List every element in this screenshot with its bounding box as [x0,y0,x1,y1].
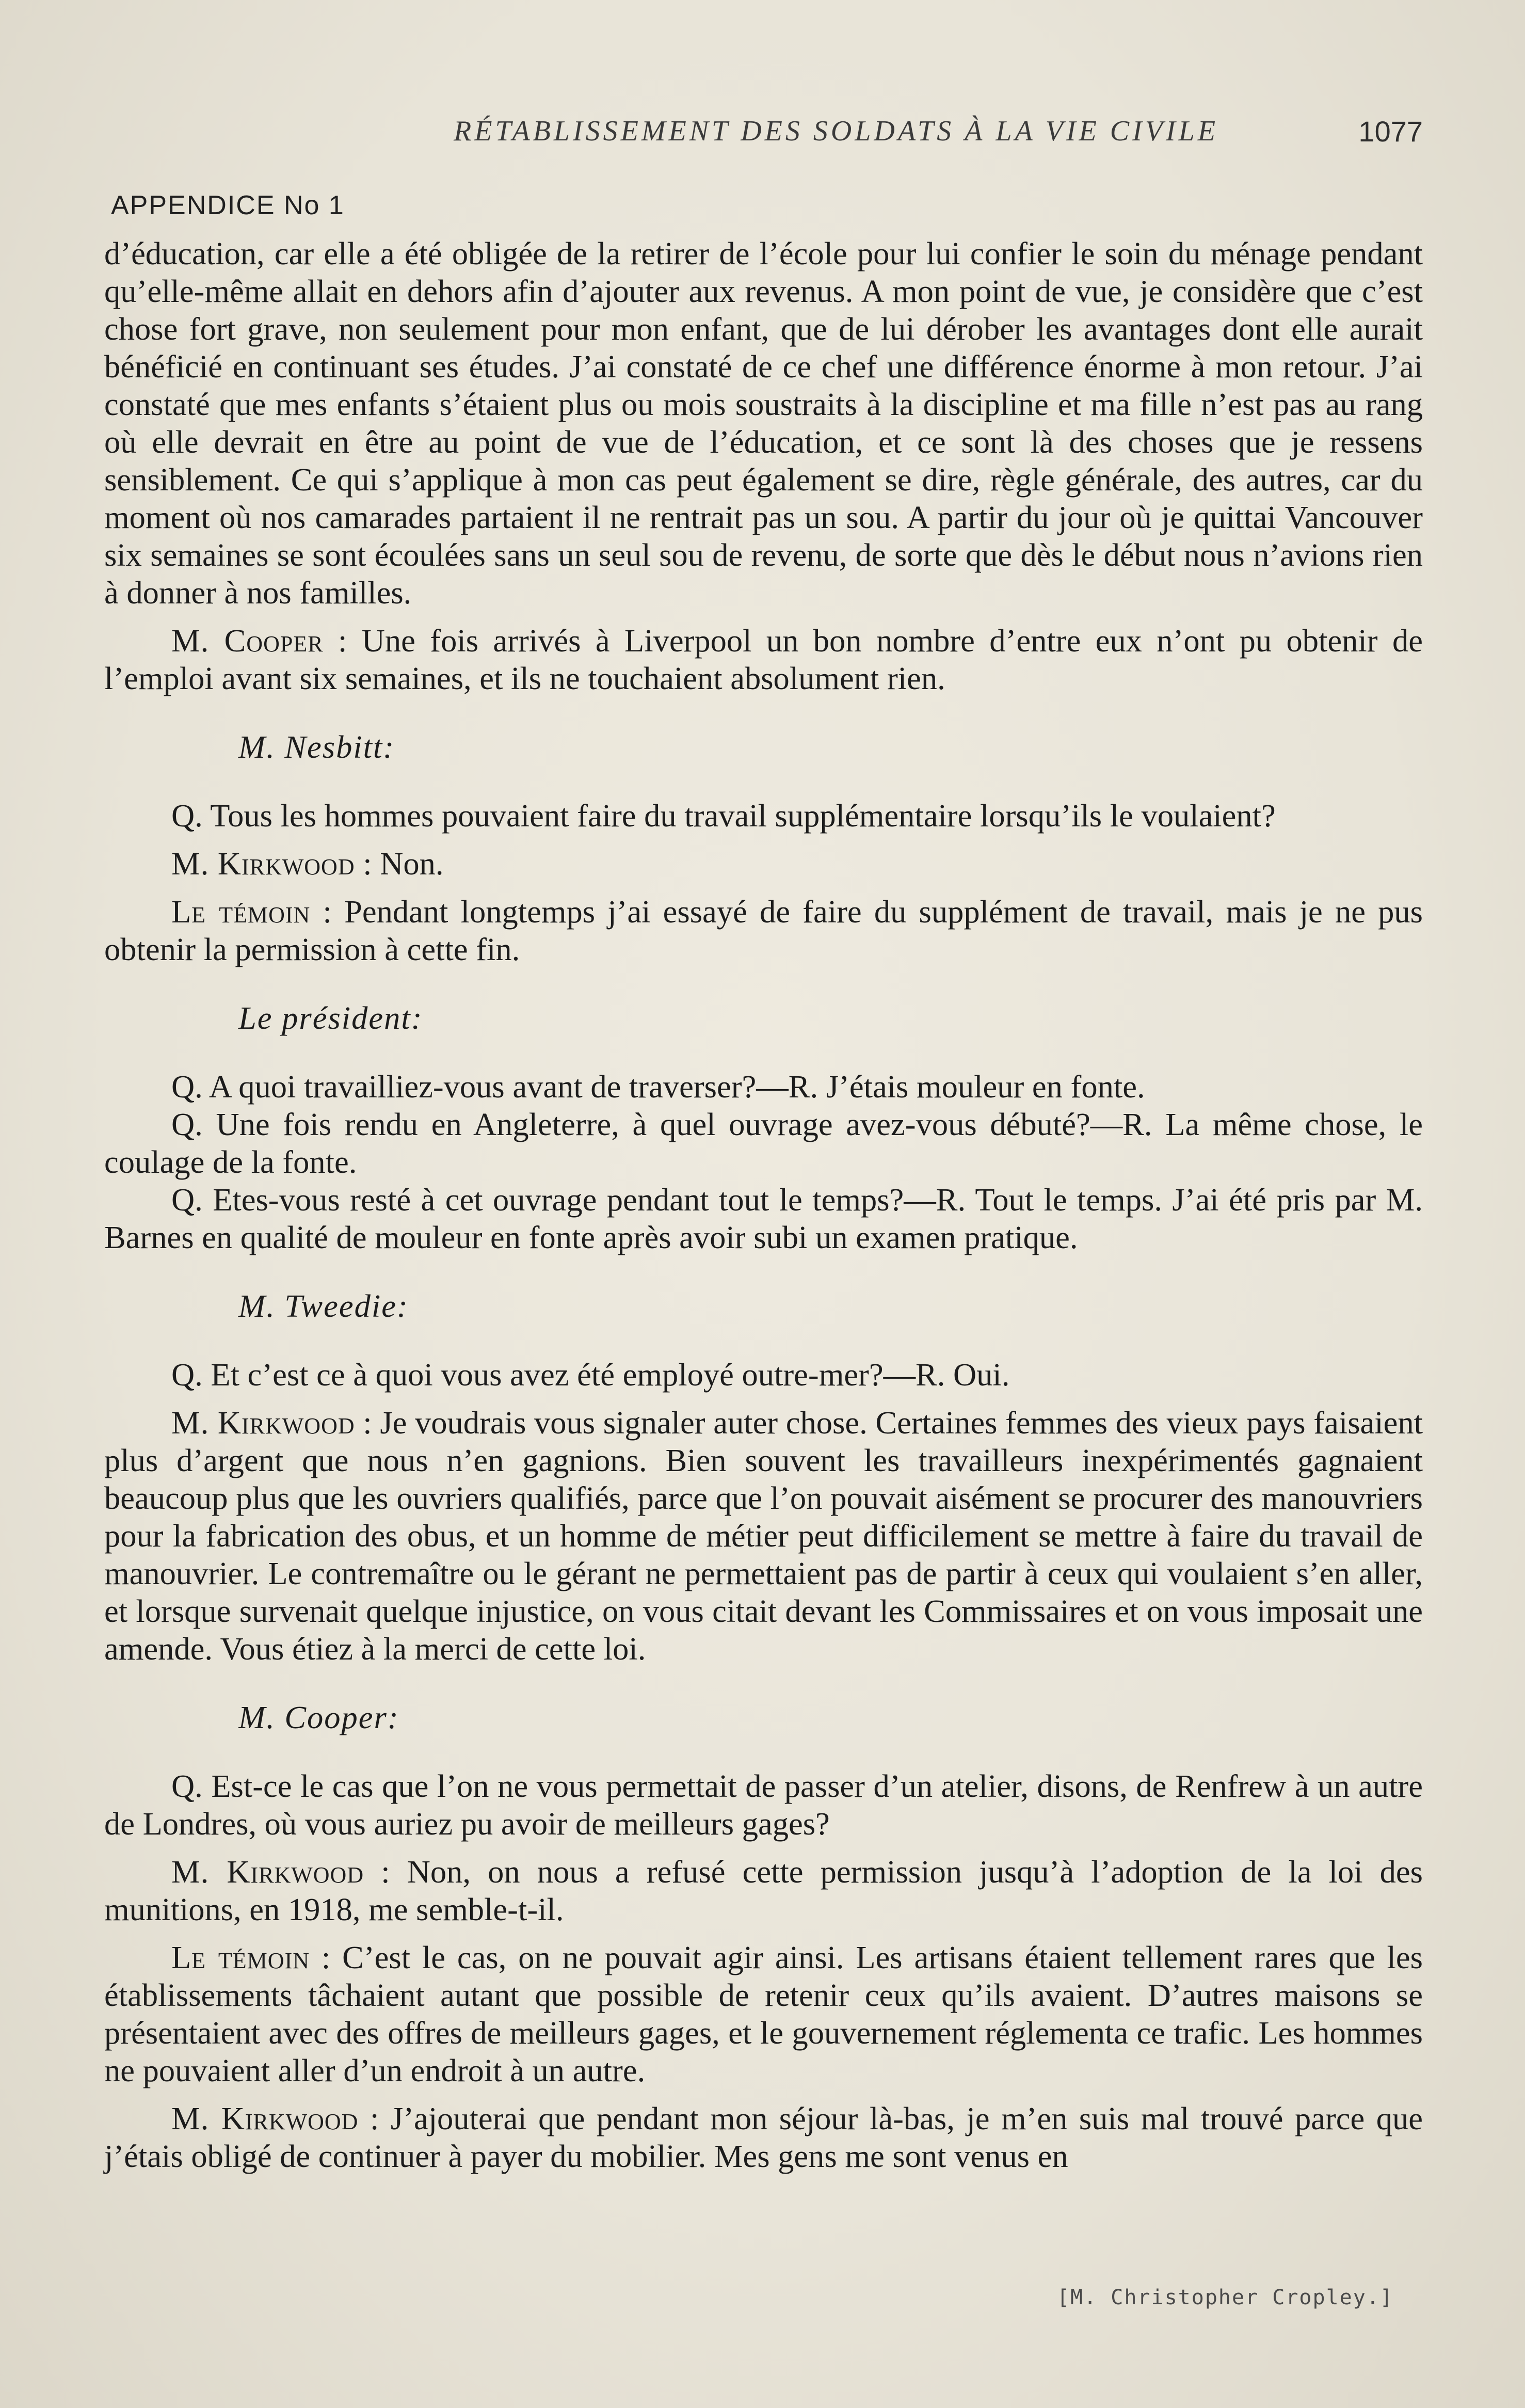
running-head: RÉTABLISSEMENT DES SOLDATS À LA VIE CIVILE [454,115,1218,147]
speaker-statement [104,2100,1423,2175]
speaker-statement [104,893,1423,968]
examiner-heading: Le président: [238,1000,423,1036]
question-paragraph: Q. A quoi travailliez-vous avant de traverser?—R. J’étais mouleur en fonte. [171,1069,1145,1105]
speaker-statement [104,1404,1423,1668]
paragraph-continuation: d’éducation, car elle a été obligée de la retirer de l’école pour lui confier le soin du ménage pendant qu’elle-même allait en dehors afin d’ajouter aux revenus. A mon point de vue, je considère que c’est chose fort grave, non seulement pour mon enfant, que de lui dérober les avantages dont elle aurait bénéficié en continuant ses études. J’ai constaté de ce chef une différence énorme à mon retour. J’ai constaté que mes enfants s’étaient plus ou mois soustraits à la discipline et ma fille n’est pas au rang où elle devrait en être au point de vue de l’éducation, et ce sont là des choses que je ressens sensiblement. Ce qui s’applique à mon cas peut également se dire, règle générale, des autres, car du moment où nos camarades partaient il ne rentrait pas un sou. A partir du jour où je quittai Vancouver six semaines se sont écoulées sans un seul sou de revenu, de sorte que dès le début nous n’avions rien à donner à nos familles. [104,235,1423,611]
statement-text: : Non, on nous a refusé cette permission jusqu’à l’adoption de la loi des munitions, en 1918, me semble-t-il. [104,1854,1423,1927]
question-paragraph: Q. Est-ce le cas que l’on ne vous permettait de passer d’un atelier, disons, de Renfrew à un autre de Londres, où vous auriez pu avoir de meilleurs gages? [104,1768,1423,1842]
statement-text: : Une fois arrivés à Liverpool un bon nombre d’entre eux n’ont pu obtenir de l’emploi avant six semaines, et ils ne touchaient absolument rien. [104,623,1423,696]
question-paragraph: Q. Tous les hommes pouvaient faire du travail supplémentaire lorsqu’ils le voulaient? [171,798,1276,834]
page-number: 1077 [1358,115,1423,148]
question-paragraph: Q. Etes-vous resté à cet ouvrage pendant tout le temps?—R. Tout le temps. J’ai été pris par M. Barnes en qualité de mouleur en fonte après avoir subi un examen pratique. [104,1182,1423,1255]
appendix-label: APPENDICE No 1 [111,190,345,220]
speaker-name: Le témoin [171,894,311,930]
speaker-statement [104,845,1423,883]
examiner-heading: M. Tweedie: [238,1288,409,1324]
speaker-statement [104,622,1423,697]
speaker-statement [104,1939,1423,2090]
question-paragraph: Q. Et c’est ce à quoi vous avez été employé outre-mer?—R. Oui. [171,1357,1010,1393]
examiner-heading: M. Cooper: [238,1699,399,1735]
speaker-statement [104,1853,1423,1928]
statement-text: : Je voudrais vous signaler auter chose. Certaines femmes des vieux pays faisaient plus d’argent que nous n’en gagnions. Bien souvent les travailleurs inexpérimentés gagnaient beaucoup plus que les ouvriers qualifiés, parce que l’on pouvait aisément se procurer des manouvriers pour la fabrication des obus, et un homme de métier peut difficilement se mettre à faire du travail de manouvrier. Le contremaître ou le gérant ne permettaient pas de partir à ceux qui voulaient s’en aller, et lorsque survenait quelque injustice, on vous citait devant les Commissaires et on vous imposait une amende. Vous étiez à la merci de cette loi. [104,1405,1423,1667]
speaker-name: M. Cooper [171,623,324,659]
statement-text: : Non. [355,846,444,882]
speaker-name: Le témoin [171,1939,310,1975]
speaker-name: M. Kirkwood [171,2100,359,2136]
statement-text: : J’ajouterai que pendant mon séjour là-bas, je m’en suis mal trouvé parce que j’étais obligé de continuer à payer du mobilier. Mes gens me sont venus en [104,2100,1423,2174]
speaker-name: M. Kirkwood [171,846,355,882]
witness-signature: [M. Christopher Cropley.] [1056,2286,1393,2309]
transcript-body [104,235,1423,2175]
examiner-heading: M. Nesbitt: [238,729,395,765]
statement-text: : Pendant longtemps j’ai essayé de faire du supplément de travail, mais je ne pus obtenir la permission à cette fin. [104,894,1423,967]
speaker-name: M. Kirkwood [171,1405,355,1441]
question-paragraph: Q. Une fois rendu en Angleterre, à quel ouvrage avez-vous débuté?—R. La même chose, le coulage de la fonte. [104,1106,1423,1180]
statement-text: : C’est le cas, on ne pouvait agir ainsi. Les artisans étaient tellement rares que les établissements tâchaient autant que possible de retenir ceux qu’ils avaient. D’autres maisons se présentaient avec des offres de meilleurs gages, et le gouvernement réglementa ce trafic. Les hommes ne pouvaient aller d’un endroit à un autre. [104,1939,1423,2088]
speaker-name: M. Kirkwood [171,1854,364,1890]
